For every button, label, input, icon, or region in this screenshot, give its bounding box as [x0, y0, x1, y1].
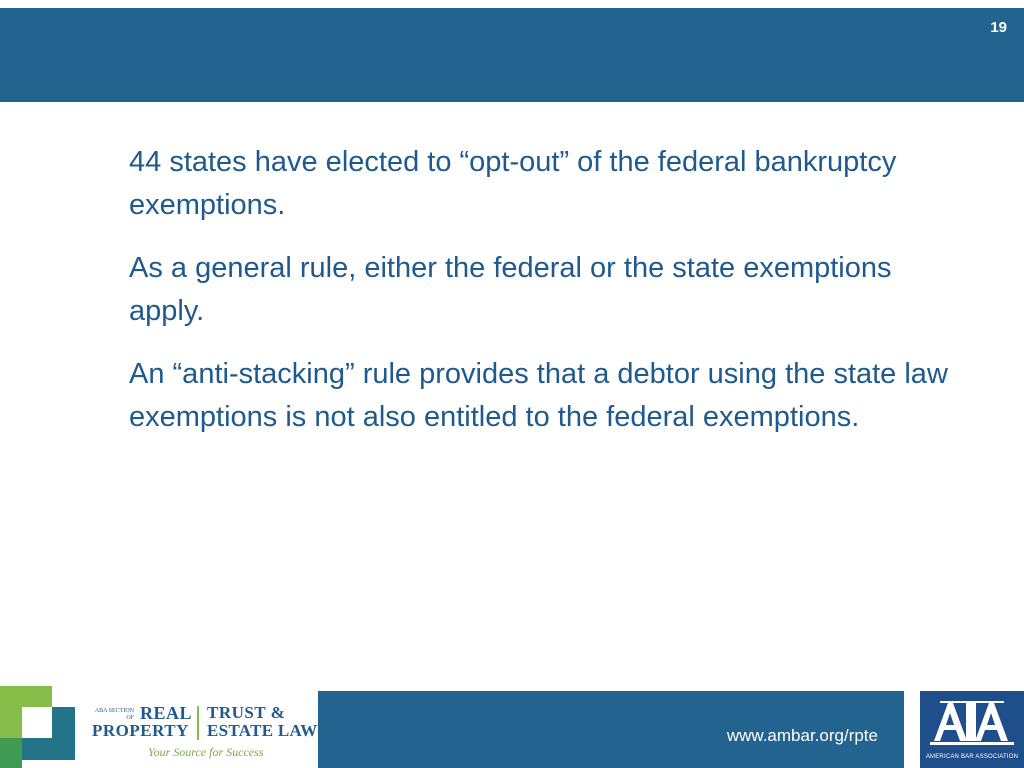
aba-logo	[920, 691, 1024, 768]
rpte-real: REAL	[140, 703, 193, 723]
logo-square-white	[22, 707, 52, 738]
paragraph-general-rule: As a general rule, either the federal or the state exemptions apply.	[129, 252, 892, 327]
header-bar	[0, 8, 1024, 102]
logo-square-green-dark	[0, 738, 22, 768]
footer-bar	[318, 691, 904, 768]
aba-logo-text: AMERICAN BAR ASSOCIATION	[925, 754, 1019, 760]
slide-body	[129, 141, 969, 459]
rpte-estate-law: ESTATE LAW	[207, 721, 318, 740]
paragraph-opt-out: 44 states have elected to “opt-out” of the federal bankruptcy exemptions.	[129, 146, 897, 221]
page-number: 19	[990, 19, 1007, 36]
rpte-tagline: Your Source for Success	[148, 745, 264, 759]
aba-emblem-icon	[920, 695, 1024, 749]
paragraph-anti-stacking: An “anti-stacking” rule provides that a debtor using the state law exemptions is not also entitled to the federal exemptions.	[129, 358, 948, 433]
rpte-divider	[197, 706, 199, 740]
footer-url[interactable]: www.ambar.org/rpte	[726, 726, 878, 745]
rpte-trust: TRUST &	[207, 703, 286, 722]
rpte-property: PROPERTY	[92, 721, 189, 740]
rpte-section-of: ABA SECTION OF	[94, 708, 134, 721]
